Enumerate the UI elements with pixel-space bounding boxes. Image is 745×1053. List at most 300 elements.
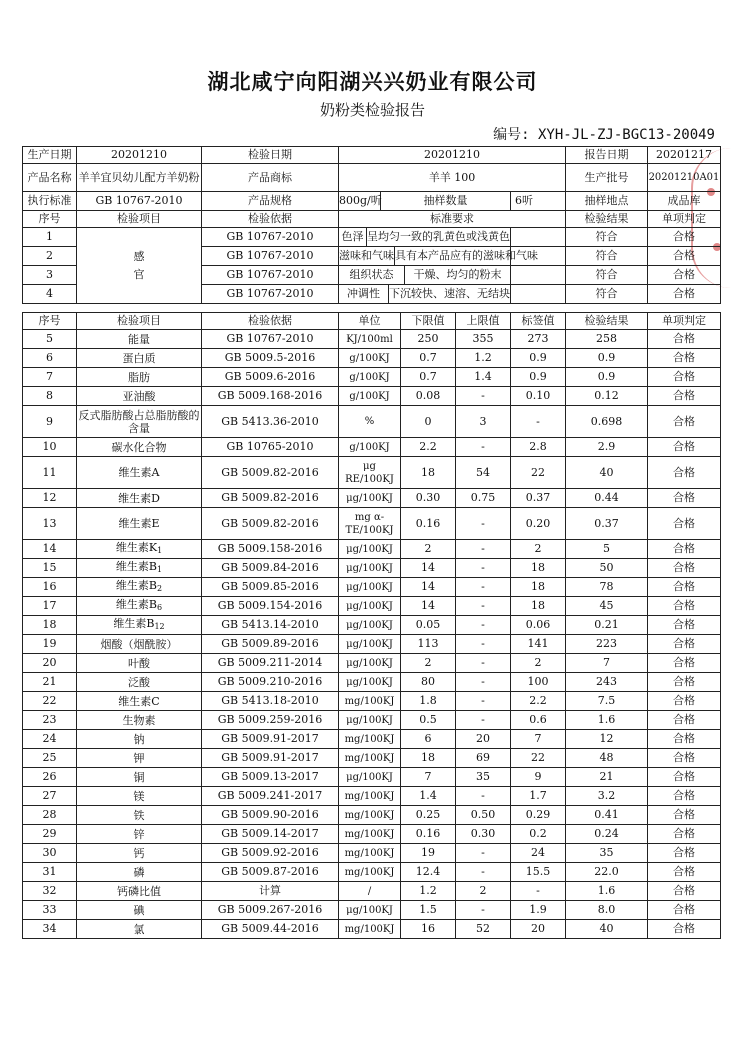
item-subscript: 1 (157, 546, 163, 555)
item-name (77, 330, 202, 349)
test-result: 0.9 (566, 349, 648, 368)
row-no: 24 (23, 730, 77, 749)
test-result: 1.6 (566, 882, 648, 901)
item-name (77, 406, 202, 438)
label-value: 0.06 (511, 616, 566, 635)
table-row (23, 825, 721, 844)
upper-limit: - (456, 711, 511, 730)
sensory-basis: GB 10767-2010 (202, 266, 339, 285)
table-row (23, 508, 721, 540)
lower-limit: 0.30 (401, 489, 456, 508)
upper-limit: 355 (456, 330, 511, 349)
item-name (77, 349, 202, 368)
lower-limit: 2 (401, 540, 456, 559)
item-name (77, 559, 202, 578)
spec-value: 800g/听 (339, 192, 381, 211)
test-result: 0.37 (566, 508, 648, 540)
item-subscript: 2 (157, 584, 163, 593)
verdict: 合格 (648, 387, 721, 406)
report-date-label: 报告日期 (566, 147, 648, 164)
test-result: 5 (566, 540, 648, 559)
row-no: 31 (23, 863, 77, 882)
inspection-date-value: 20201210 (339, 147, 566, 164)
test-basis: GB 5009.14-2017 (202, 825, 339, 844)
test-basis: GB 5009.44-2016 (202, 920, 339, 939)
item-name (77, 635, 202, 654)
verdict: 合格 (648, 438, 721, 457)
lower-limit: 16 (401, 920, 456, 939)
label-value: 0.9 (511, 368, 566, 387)
table-row (23, 692, 721, 711)
upper-limit: - (456, 863, 511, 882)
upper-limit: 0.75 (456, 489, 511, 508)
sensory-item-header: 检验项目 (77, 211, 202, 228)
test-result: 223 (566, 635, 648, 654)
test-result: 50 (566, 559, 648, 578)
unit: % (339, 406, 401, 438)
lower-limit: 1.4 (401, 787, 456, 806)
test-basis: GB 5413.14-2010 (202, 616, 339, 635)
sensory-verdict: 合格 (648, 228, 721, 247)
sensory-filler (511, 228, 566, 247)
lower-limit: 1.5 (401, 901, 456, 920)
standard-value: GB 10767-2010 (77, 192, 202, 211)
test-basis: GB 10765-2010 (202, 438, 339, 457)
test-basis: GB 5009.82-2016 (202, 508, 339, 540)
unit: μg RE/100KJ (339, 457, 401, 489)
item-name-text: 烟酸（烟酰胺） (100, 637, 178, 651)
row-no: 32 (23, 882, 77, 901)
sensory-requirement (339, 285, 511, 304)
sensory-verdict: 合格 (648, 266, 721, 285)
item-name (77, 616, 202, 635)
row-no: 14 (23, 540, 77, 559)
row-no: 20 (23, 654, 77, 673)
sensory-requirement (339, 266, 511, 285)
sensory-filler (511, 266, 566, 285)
sensory-no: 4 (23, 285, 77, 304)
item-name-text: 泛酸 (128, 675, 150, 689)
sample-place-value: 成品库 (648, 192, 721, 211)
label-value: 0.9 (511, 349, 566, 368)
test-basis: GB 5009.90-2016 (202, 806, 339, 825)
verdict: 合格 (648, 635, 721, 654)
table-row (23, 749, 721, 768)
item-name (77, 508, 202, 540)
sensory-result: 符合 (566, 266, 648, 285)
label-value: 0.29 (511, 806, 566, 825)
unit: / (339, 882, 401, 901)
product-name-label: 产品名称 (23, 164, 77, 192)
row-no: 11 (23, 457, 77, 489)
test-basis: GB 5009.91-2017 (202, 749, 339, 768)
item-name (77, 692, 202, 711)
item-name (77, 368, 202, 387)
unit: μg/100KJ (339, 559, 401, 578)
label-value: - (511, 406, 566, 438)
item-name-text: 反式脂肪酸占总脂肪酸的含量 (78, 408, 200, 435)
item-name-text: 镁 (133, 789, 145, 803)
row-no: 28 (23, 806, 77, 825)
inspection-date-label: 检验日期 (202, 147, 339, 164)
document-number: 编号: XYH-JL-ZJ-BGC13-20049 (493, 127, 715, 143)
item-name-text: 钠 (133, 732, 145, 746)
upper-limit: - (456, 559, 511, 578)
row-no: 19 (23, 635, 77, 654)
upper-limit: - (456, 578, 511, 597)
main-basis-header: 检验依据 (202, 313, 339, 330)
nutrient-table (22, 312, 721, 939)
sensory-result-header: 检验结果 (566, 211, 648, 228)
label-value: 15.5 (511, 863, 566, 882)
verdict: 合格 (648, 406, 721, 438)
test-basis: 计算 (202, 882, 339, 901)
test-basis: GB 5009.87-2016 (202, 863, 339, 882)
test-basis: GB 5413.18-2010 (202, 692, 339, 711)
lower-limit: 0.25 (401, 806, 456, 825)
sensory-basis: GB 10767-2010 (202, 285, 339, 304)
unit: μg/100KJ (339, 489, 401, 508)
test-result: 7.5 (566, 692, 648, 711)
upper-limit: - (456, 673, 511, 692)
verdict: 合格 (648, 578, 721, 597)
unit: mg/100KJ (339, 749, 401, 768)
verdict: 合格 (648, 806, 721, 825)
upper-limit: 69 (456, 749, 511, 768)
sensory-attribute: 冲调性 (339, 285, 389, 303)
test-result: 0.12 (566, 387, 648, 406)
test-result: 35 (566, 844, 648, 863)
sensory-no: 1 (23, 228, 77, 247)
lower-limit: 18 (401, 749, 456, 768)
test-basis: GB 5009.89-2016 (202, 635, 339, 654)
item-name (77, 597, 202, 616)
unit: mg/100KJ (339, 806, 401, 825)
item-name (77, 901, 202, 920)
verdict: 合格 (648, 673, 721, 692)
label-value: 273 (511, 330, 566, 349)
item-name-text: 钙 (133, 846, 145, 860)
sensory-verdict: 合格 (648, 247, 721, 266)
unit: μg/100KJ (339, 635, 401, 654)
item-name-text: 铁 (133, 808, 145, 822)
table-row (23, 387, 721, 406)
upper-limit: 1.2 (456, 349, 511, 368)
verdict: 合格 (648, 711, 721, 730)
sensory-no: 2 (23, 247, 77, 266)
upper-limit: - (456, 635, 511, 654)
label-value: 0.37 (511, 489, 566, 508)
sensory-header-row (23, 211, 721, 228)
lower-limit: 19 (401, 844, 456, 863)
lower-limit: 0.16 (401, 508, 456, 540)
unit: mg/100KJ (339, 844, 401, 863)
row-no: 23 (23, 711, 77, 730)
test-basis: GB 5009.267-2016 (202, 901, 339, 920)
lower-limit: 1.8 (401, 692, 456, 711)
batch-label: 生产批号 (566, 164, 648, 192)
item-name-text: 磷 (133, 865, 145, 879)
label-value: 0.2 (511, 825, 566, 844)
label-value: 2.2 (511, 692, 566, 711)
info-row-product (23, 164, 721, 192)
label-value: 20 (511, 920, 566, 939)
unit: mg/100KJ (339, 825, 401, 844)
verdict: 合格 (648, 489, 721, 508)
upper-limit: 3 (456, 406, 511, 438)
unit: μg/100KJ (339, 711, 401, 730)
sensory-basis-header: 检验依据 (202, 211, 339, 228)
test-basis: GB 5009.259-2016 (202, 711, 339, 730)
lower-limit: 0.7 (401, 368, 456, 387)
item-name-text: 维生素B (115, 560, 157, 573)
test-basis: GB 5009.85-2016 (202, 578, 339, 597)
sensory-no-header: 序号 (23, 211, 77, 228)
sensory-result: 符合 (566, 247, 648, 266)
unit: KJ/100ml (339, 330, 401, 349)
upper-limit: - (456, 597, 511, 616)
info-row-standard (23, 192, 721, 211)
main-header-row (23, 313, 721, 330)
main-item-header: 检验项目 (77, 313, 202, 330)
production-date-label: 生产日期 (23, 147, 77, 164)
row-no: 17 (23, 597, 77, 616)
unit: μg/100KJ (339, 540, 401, 559)
sensory-body (23, 228, 721, 304)
lower-limit: 1.2 (401, 882, 456, 901)
lower-limit: 0.5 (401, 711, 456, 730)
unit: mg/100KJ (339, 920, 401, 939)
unit: mg/100KJ (339, 692, 401, 711)
table-row (23, 806, 721, 825)
unit: mg/100KJ (339, 787, 401, 806)
test-basis: GB 5413.36-2010 (202, 406, 339, 438)
upper-limit: 35 (456, 768, 511, 787)
upper-limit: - (456, 901, 511, 920)
row-no: 13 (23, 508, 77, 540)
verdict: 合格 (648, 457, 721, 489)
verdict: 合格 (648, 349, 721, 368)
brand-label: 产品商标 (202, 164, 339, 192)
upper-limit: - (456, 844, 511, 863)
sensory-basis: GB 10767-2010 (202, 228, 339, 247)
sensory-row (23, 228, 721, 247)
row-no: 30 (23, 844, 77, 863)
row-no: 25 (23, 749, 77, 768)
row-no: 34 (23, 920, 77, 939)
table-row (23, 578, 721, 597)
test-result: 0.44 (566, 489, 648, 508)
item-name (77, 844, 202, 863)
label-value: 0.20 (511, 508, 566, 540)
label-value: 9 (511, 768, 566, 787)
test-basis: GB 5009.158-2016 (202, 540, 339, 559)
main-no-header: 序号 (23, 313, 77, 330)
sensory-requirement (339, 247, 538, 266)
item-name-text: 锌 (133, 827, 145, 841)
unit: mg/100KJ (339, 730, 401, 749)
test-result: 1.6 (566, 711, 648, 730)
row-no: 7 (23, 368, 77, 387)
item-name (77, 920, 202, 939)
row-no: 9 (23, 406, 77, 438)
unit: g/100KJ (339, 387, 401, 406)
main-upper-header: 上限值 (456, 313, 511, 330)
verdict: 合格 (648, 825, 721, 844)
label-value: 2.8 (511, 438, 566, 457)
product-name-value: 羊羊宜贝幼儿配方羊奶粉 (77, 164, 202, 192)
upper-limit: 52 (456, 920, 511, 939)
label-value: - (511, 882, 566, 901)
test-result: 40 (566, 920, 648, 939)
table-row (23, 457, 721, 489)
info-row-dates (23, 147, 721, 164)
test-result: 0.24 (566, 825, 648, 844)
item-subscript: 1 (157, 565, 163, 574)
sensory-result: 符合 (566, 285, 648, 304)
item-name-text: 维生素C (118, 694, 160, 708)
item-name (77, 825, 202, 844)
test-basis: GB 5009.84-2016 (202, 559, 339, 578)
verdict: 合格 (648, 768, 721, 787)
row-no: 27 (23, 787, 77, 806)
table-row (23, 330, 721, 349)
verdict: 合格 (648, 730, 721, 749)
sensory-requirement-text: 干燥、均匀的粉末 (413, 268, 502, 281)
sensory-requirement-header: 标准要求 (339, 211, 566, 228)
label-value: 2 (511, 654, 566, 673)
upper-limit: - (456, 387, 511, 406)
company-name: 湖北咸宁向阳湖兴兴奶业有限公司 (207, 70, 538, 94)
test-result: 48 (566, 749, 648, 768)
lower-limit: 2.2 (401, 438, 456, 457)
item-name (77, 489, 202, 508)
item-name-text: 维生素B (115, 598, 157, 611)
test-result: 0.698 (566, 406, 648, 438)
row-no: 10 (23, 438, 77, 457)
test-result: 40 (566, 457, 648, 489)
main-lower-header: 下限值 (401, 313, 456, 330)
item-name-text: 蛋白质 (122, 351, 156, 365)
row-no: 6 (23, 349, 77, 368)
report-date-value: 20201217 (648, 147, 721, 164)
lower-limit: 0.05 (401, 616, 456, 635)
upper-limit: 0.30 (456, 825, 511, 844)
item-name-text: 碳水化合物 (111, 440, 167, 454)
test-result: 78 (566, 578, 648, 597)
test-basis: GB 5009.82-2016 (202, 457, 339, 489)
item-name-text: 维生素B (113, 617, 155, 630)
test-basis: GB 5009.91-2017 (202, 730, 339, 749)
lower-limit: 14 (401, 559, 456, 578)
item-name-text: 维生素A (118, 466, 160, 479)
test-result: 0.41 (566, 806, 648, 825)
sensory-requirement-text: 具有本产品应有的滋味和气味 (395, 249, 538, 262)
item-name (77, 806, 202, 825)
sensory-attribute: 组织状态 (339, 266, 405, 284)
test-result: 45 (566, 597, 648, 616)
lower-limit: 14 (401, 597, 456, 616)
item-name-text: 生物素 (122, 713, 156, 727)
lower-limit: 7 (401, 768, 456, 787)
item-name (77, 863, 202, 882)
table-row (23, 597, 721, 616)
upper-limit: - (456, 692, 511, 711)
sensory-requirement-text: 呈均匀一致的乳黄色或浅黄色 (367, 230, 510, 243)
test-basis: GB 5009.13-2017 (202, 768, 339, 787)
test-basis: GB 5009.6-2016 (202, 368, 339, 387)
table-row (23, 540, 721, 559)
sensory-filler (511, 285, 566, 304)
lower-limit: 14 (401, 578, 456, 597)
upper-limit: 2 (456, 882, 511, 901)
label-value: 1.7 (511, 787, 566, 806)
item-subscript: 6 (157, 603, 163, 612)
item-name-text: 碘 (133, 903, 145, 917)
table-row (23, 711, 721, 730)
unit: g/100KJ (339, 438, 401, 457)
sensory-result: 符合 (566, 228, 648, 247)
lower-limit: 2 (401, 654, 456, 673)
lower-limit: 113 (401, 635, 456, 654)
lower-limit: 250 (401, 330, 456, 349)
sensory-attribute: 色泽 (339, 228, 367, 246)
table-row (23, 349, 721, 368)
item-name-text: 脂肪 (128, 370, 150, 384)
sample-place-label: 抽样地点 (566, 192, 648, 211)
verdict: 合格 (648, 559, 721, 578)
item-name-text: 叶酸 (128, 656, 150, 670)
table-row (23, 489, 721, 508)
item-name-text: 亚油酸 (122, 389, 156, 403)
main-unit-header: 单位 (339, 313, 401, 330)
table-row (23, 768, 721, 787)
row-no: 8 (23, 387, 77, 406)
unit: μg/100KJ (339, 597, 401, 616)
lower-limit: 80 (401, 673, 456, 692)
upper-limit: 1.4 (456, 368, 511, 387)
row-no: 12 (23, 489, 77, 508)
label-value: 24 (511, 844, 566, 863)
test-basis: GB 10767-2010 (202, 330, 339, 349)
test-result: 0.21 (566, 616, 648, 635)
verdict: 合格 (648, 508, 721, 540)
upper-limit: - (456, 540, 511, 559)
table-row (23, 787, 721, 806)
verdict: 合格 (648, 692, 721, 711)
upper-limit: - (456, 654, 511, 673)
upper-limit: - (456, 787, 511, 806)
main-label-value-header: 标签值 (511, 313, 566, 330)
verdict: 合格 (648, 844, 721, 863)
verdict: 合格 (648, 749, 721, 768)
table-row (23, 406, 721, 438)
info-table (22, 146, 721, 304)
item-name (77, 540, 202, 559)
sample-qty-value: 6听 (511, 192, 566, 211)
row-no: 21 (23, 673, 77, 692)
sample-qty-label: 抽样数量 (381, 192, 511, 211)
row-no: 29 (23, 825, 77, 844)
sensory-verdict-header: 单项判定 (648, 211, 721, 228)
item-name (77, 730, 202, 749)
label-value: 18 (511, 597, 566, 616)
label-value: 7 (511, 730, 566, 749)
row-no: 16 (23, 578, 77, 597)
verdict: 合格 (648, 920, 721, 939)
test-result: 0.9 (566, 368, 648, 387)
verdict: 合格 (648, 330, 721, 349)
